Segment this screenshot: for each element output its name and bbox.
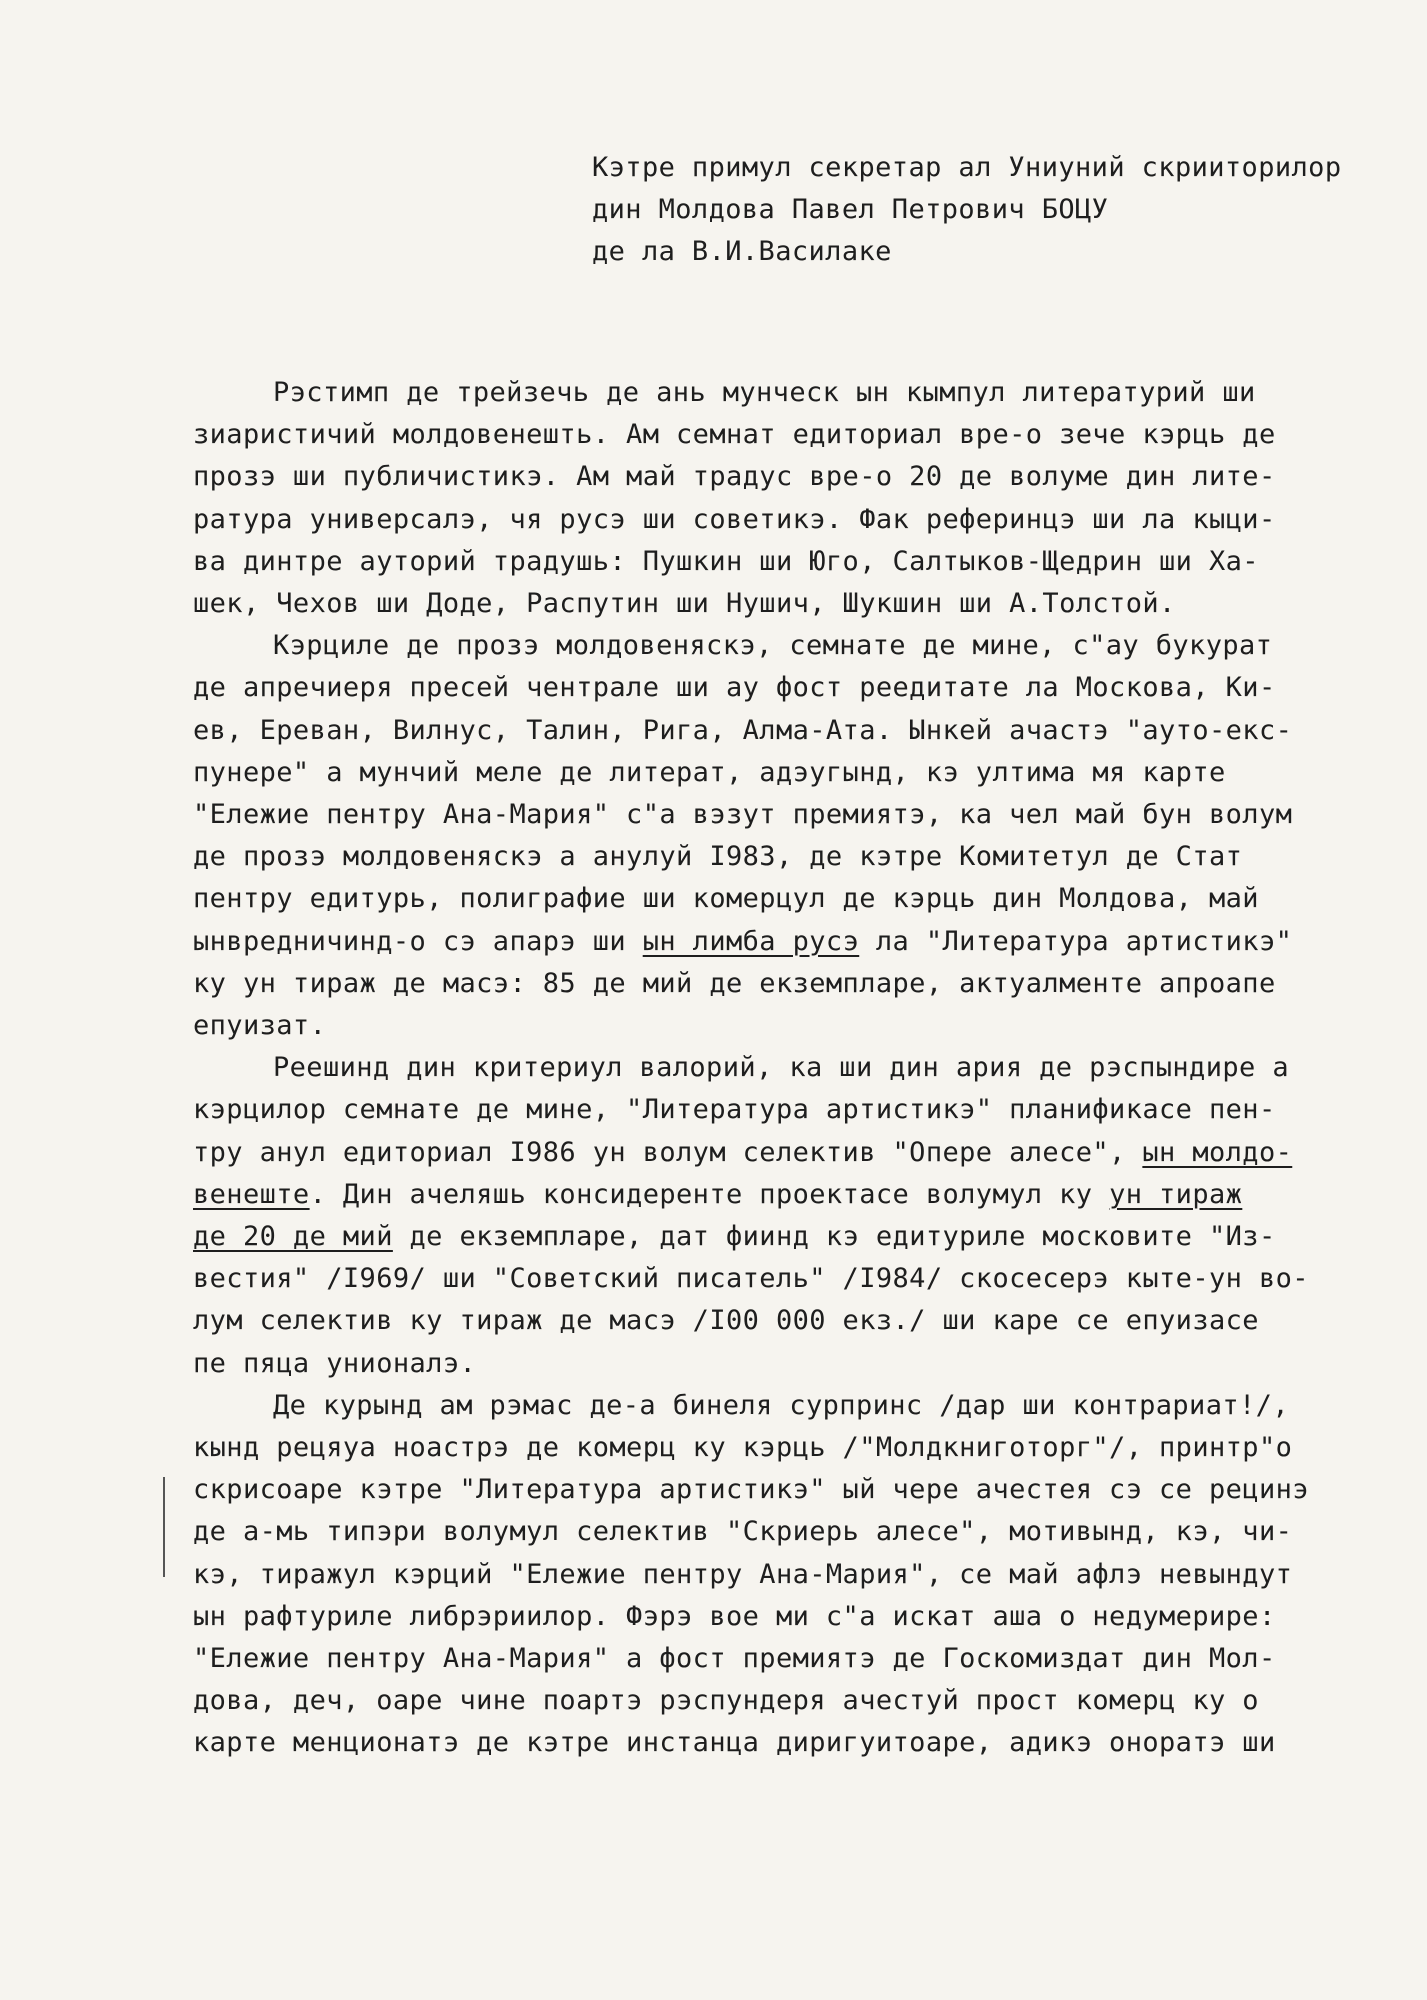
body-line [193,500,1276,540]
body-line [193,1723,1276,1763]
body-line [193,1555,1292,1595]
text-segment: зиаристичий молдовенешть. Ам семнат едиториал вре-о зече кэрць де [193,419,1276,451]
body-line [193,753,1226,793]
text-segment: ва динтре ауторий традушь: Пушкин ши Юго, Салтыков-Щедрин ши Ха- [193,545,1259,577]
text-segment: Рэстимп де трейзечь де ань мунческ ын кымпул литературий ши [273,377,1256,408]
body-line [273,1386,1289,1426]
body-line [273,373,1256,413]
text-segment: кэ, тиражул кэрций "Ележие пентру Ана-Мария", се май афлэ невындут [193,1558,1293,1590]
body-line [193,1597,1276,1637]
text-segment: епуизат. [193,1010,327,1041]
underlined-text: ын молдо- [1142,1136,1293,1168]
body-line [193,1344,476,1384]
body-line [273,1048,1289,1088]
address-line-1: Кэтре примул секретар ал Униуний скрииторилор [592,152,1342,183]
body-line [193,711,1292,751]
body-line [193,1217,1276,1257]
underlined-text: ын лимба русэ [642,925,860,957]
body-line [273,626,1272,666]
text-segment: лум селектив ку тираж де масэ /I00 000 екз./ ши каре се епуизасе [193,1305,1259,1337]
text-segment: пе пяца унионалэ. [193,1347,477,1379]
body-line [193,1639,1276,1679]
body-line [193,837,1242,877]
text-segment: прозэ ши публичистикэ. Ам май традус вре-о 20 де волуме дин лите- [193,461,1276,493]
text-segment: кынд рецяуа ноастрэ де комерц ку кэрць /"Молдкниготорг"/, принтр"о [193,1432,1293,1463]
text-segment: Де курынд ам рэмас де-а бинеля сурпринс /дар ши контрариат!/, [273,1389,1289,1421]
body-line [193,1133,1292,1173]
body-line [193,1259,1309,1299]
text-segment: кэрцилор семнате де мине, "Литература артистикэ" планификасе пен- [193,1094,1276,1126]
text-segment: ын рафтуриле либрэриилор. Фэрэ вое ми с"а искат аша о недумерире: [193,1600,1276,1632]
body-line [193,1512,1292,1552]
underlined-text: венеште [193,1178,310,1210]
body-line [193,415,1276,455]
text-segment: шек, Чехов ши Доде, Распутин ши Нушич, Шукшин ши А.Толстой. [193,588,1176,619]
body-line [193,1428,1292,1468]
body-line [193,1470,1309,1510]
text-segment: ев, Ереван, Вилнус, Талин, Рига, Алма-Ата. Ынкей ачастэ "ауто-екс- [193,714,1293,746]
text-segment: пунере" а мунчий меле де литерат, адэугынд, кэ ултима мя карте [193,756,1226,788]
underlined-text: ун тираж [1109,1178,1243,1210]
text-segment: скрисоаре кэтре "Литература артистикэ" ый чере ачестея сэ се рецинэ [193,1474,1309,1506]
underlined-text: де 20 де мий [193,1221,393,1252]
text-segment: Реешинд дин критериул валорий, ка ши дин ария де рэспындире а [273,1052,1289,1084]
text-segment: дова, деч, оаре чине поартэ рэспундеря ачестуй прост комерц ку о [193,1685,1259,1717]
body-line [193,1175,1242,1215]
body-line [193,1681,1259,1721]
text-segment: ла "Литература артистикэ" [859,925,1293,957]
body-line [193,1006,326,1046]
text-segment: вестия" /I969/ ши "Советский писатель" /I984/ скосесерэ кыте-ун во- [193,1263,1309,1295]
text-segment: де апречиеря пресей чентрале ши ау фост реедитате ла Москова, Ки- [193,672,1276,704]
text-segment: де а-мь типэри волумул селектив "Скриерь алесе", мотивынд, кэ, чи- [193,1516,1293,1548]
text-segment: пентру едитурь, полиграфие ши комерцул де кэрць дин Молдова, май [193,883,1259,915]
text-segment: . Дин ачеляшь консидеренте проектасе волумул ку [309,1178,1110,1210]
text-segment: "Ележие пентру Ана-Мария" с"а вэзут премиятэ, ка чел май бун волум [193,799,1293,830]
margin-mark [163,1477,165,1577]
body-line [193,584,1176,624]
body-line [193,542,1259,582]
address-line-3: де ла В.И.Василаке [592,236,892,267]
text-segment: де прозэ молдовеняскэ а анулуй I983, де кэтре Комитетул де Стат [193,841,1243,873]
text-segment: ратура универсалэ, чя русэ ши советикэ. Фак реферинцэ ши ла кыци- [193,503,1276,535]
body-line [193,795,1292,835]
body-line [193,879,1259,919]
body-line [193,1090,1276,1130]
body-line [193,457,1276,497]
address-line-2: дин Молдова Павел Петрович БОЦУ [592,194,1109,225]
text-segment: де екземпларе, дат фиинд кэ едитуриле московите "Из- [392,1221,1276,1252]
text-segment: Кэрциле де прозэ молдовеняскэ, семнате де мине, с"ау букурат [273,630,1273,662]
text-segment: "Ележие пентру Ана-Мария" а фост премиятэ де Госкомиздат дин Мол- [193,1643,1276,1674]
body-line [193,922,1292,962]
text-segment: карте менционатэ де кэтре инстанца диригуитоаре, адикэ онoратэ ши [193,1727,1276,1759]
text-segment: ынвредничинд-о сэ апарэ ши [193,925,643,957]
text-segment: ку ун тираж де масэ: 85 де мий де екземпларе, актуалменте апроапе [193,967,1276,999]
body-line [193,668,1276,708]
text-segment: тру анул едиториал I986 ун волум селектив "Опере алесе", [193,1136,1143,1168]
body-line [193,964,1276,1004]
body-line [193,1301,1259,1341]
